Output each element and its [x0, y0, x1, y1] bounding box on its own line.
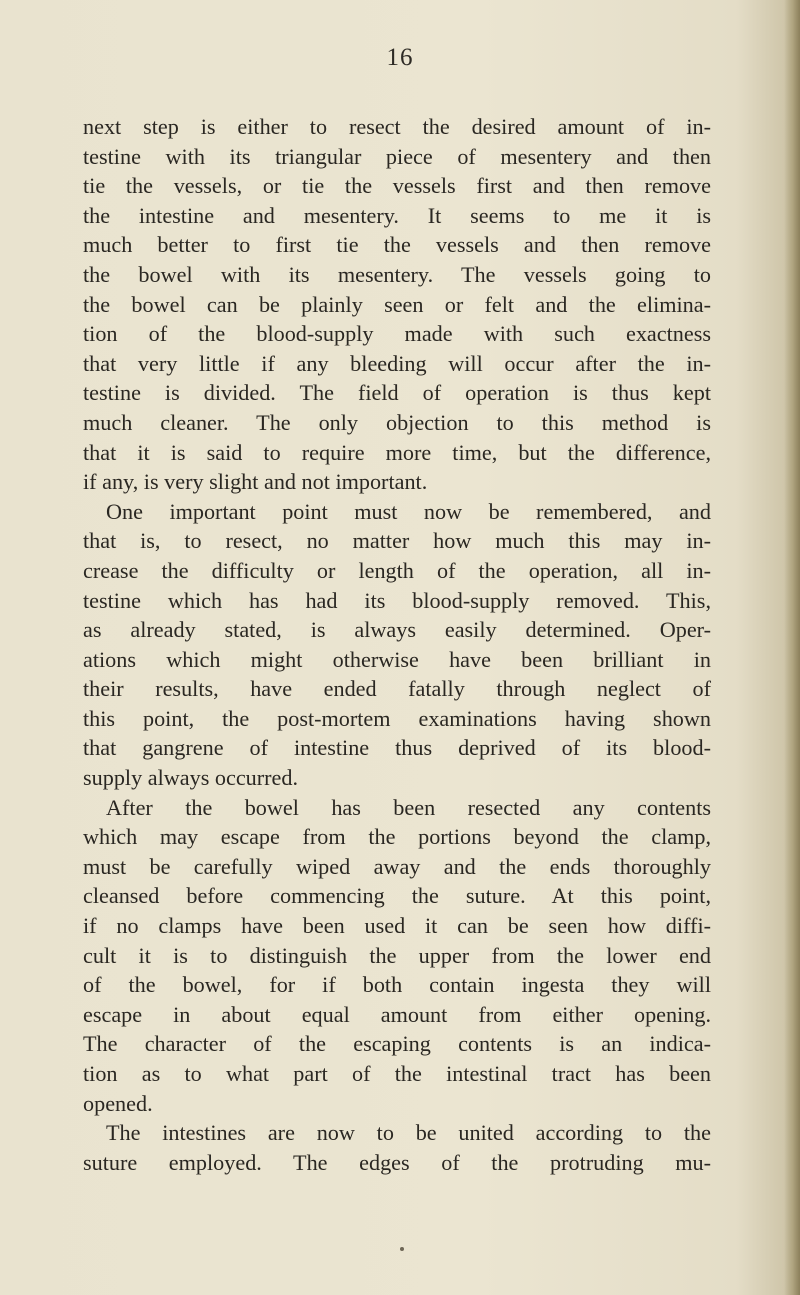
text-line: supply always occurred.: [83, 765, 299, 791]
text-line: that is, to resect, no matter how much this may in-: [83, 528, 711, 554]
text-line: testine is divided. The field of operation is thus kept: [83, 380, 711, 406]
text-line: if any, is very slight and not important.: [83, 469, 428, 495]
ink-speck: [400, 1247, 404, 1251]
paragraph: [83, 1118, 711, 1177]
text-line: tion as to what part of the intestinal tract has been: [83, 1061, 711, 1086]
text-line: testine with its triangular piece of mesentery and then: [83, 143, 711, 169]
body-text: [83, 112, 711, 1177]
text-line: the bowel can be plainly seen or felt and the elimina-: [83, 291, 711, 317]
text-line: The character of the escaping contents is an indica-: [83, 1031, 711, 1057]
text-line: if no clamps have been used it can be seen how diffi-: [83, 913, 711, 939]
text-line: One important point must now be remembered, and: [106, 498, 711, 524]
text-line: the bowel with its mesentery. The vessels going to: [83, 261, 711, 287]
text-line: that very little if any bleeding will occur after the in-: [83, 350, 711, 376]
text-line: much better to first tie the vessels and then remove: [83, 232, 711, 258]
text-line: the intestine and mesentery. It seems to me it is: [83, 202, 711, 228]
text-line: of the bowel, for if both contain ingesta they will: [83, 972, 711, 998]
page-number: 16: [386, 44, 414, 71]
text-line: cult it is to distinguish the upper from the lower end: [83, 942, 711, 968]
text-line: The intestines are now to be united according to the: [106, 1120, 711, 1146]
text-line: opened.: [83, 1090, 153, 1116]
paragraph: [83, 112, 711, 497]
text-line: ations which might otherwise have been brilliant in: [83, 646, 711, 672]
text-line: next step is either to resect the desired amount of in-: [83, 114, 711, 139]
text-line: which may escape from the portions beyond the clamp,: [83, 824, 711, 850]
text-line: that it is said to require more time, but the difference,: [83, 439, 711, 465]
text-line: this point, the post-mortem examinations having shown: [83, 705, 711, 731]
text-line: suture employed. The edges of the protruding mu-: [83, 1149, 711, 1175]
text-line: must be carefully wiped away and the ends thoroughly: [83, 853, 711, 879]
text-line: tie the vessels, or tie the vessels first and then remove: [83, 173, 711, 199]
text-line: much cleaner. The only objection to this method is: [83, 409, 711, 435]
text-line: escape in about equal amount from either opening.: [83, 1001, 711, 1027]
text-line: After the bowel has been resected any contents: [106, 794, 711, 820]
text-line: crease the difficulty or length of the operation, all in-: [83, 557, 711, 583]
paragraph: [83, 497, 711, 793]
text-line: as already stated, is always easily determined. Oper-: [83, 617, 711, 643]
text-line: that gangrene of intestine thus deprived of its blood-: [83, 735, 711, 761]
paragraph: [83, 793, 711, 1119]
text-line: cleansed before commencing the suture. At this point,: [83, 883, 711, 909]
page-edge-shadow: [784, 0, 800, 1295]
text-line: testine which has had its blood-supply removed. This,: [83, 587, 711, 613]
text-line: their results, have ended fatally through neglect of: [83, 676, 711, 702]
text-line: tion of the blood-supply made with such exactness: [83, 321, 711, 347]
